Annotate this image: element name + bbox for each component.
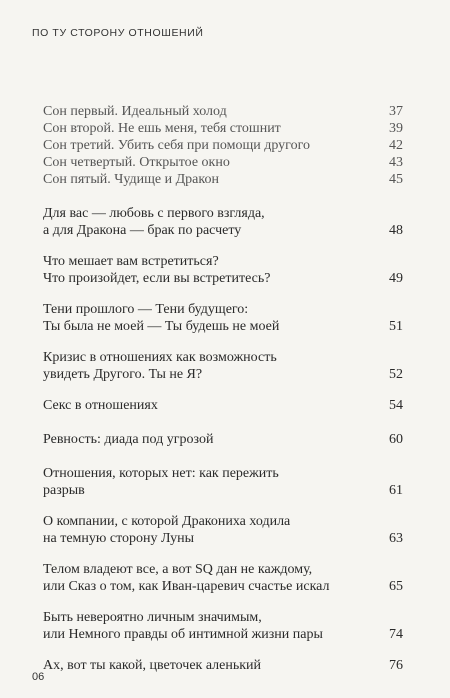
toc-sub-entry-title: Сон третий. Убить себя при помощи другого xyxy=(43,138,310,153)
toc-entry-line: Ты была не моей — Ты будешь не моей xyxy=(43,319,280,334)
toc-entry-line: или Немного правды об интимной жизни пары xyxy=(43,627,323,642)
toc-entry-page: 65 xyxy=(389,579,403,594)
toc-entry-line: Что произойдет, если вы встретитесь? xyxy=(43,271,271,286)
toc-entry-line: или Сказ о том, как Иван-царевич счастье искал xyxy=(43,579,330,594)
toc-entry[interactable] xyxy=(43,513,403,547)
running-head: ПО ТУ СТОРОНУ ОТНОШЕНИЙ xyxy=(32,27,204,39)
toc-entry-line: а для Дракона — брак по расчету xyxy=(43,223,242,238)
toc-entry[interactable] xyxy=(43,205,403,239)
toc-sub-entry-page: 37 xyxy=(389,104,403,119)
table-of-contents xyxy=(43,103,403,691)
page-number: 06 xyxy=(32,671,45,683)
toc-entry-line: Тени прошлого — Тени будущего: xyxy=(43,302,249,317)
toc-entry-line: Ах, вот ты какой, цветочек аленький xyxy=(43,658,262,673)
toc-entry-page: 51 xyxy=(389,319,403,334)
sub-entry-list xyxy=(43,103,403,188)
toc-sub-entry-page: 42 xyxy=(389,138,403,153)
toc-sub-entry-title: Сон пятый. Чудище и Дракон xyxy=(43,172,219,187)
toc-sub-entry-title: Сон четвертый. Открытое окно xyxy=(43,155,230,170)
toc-entry[interactable] xyxy=(43,431,403,448)
toc-entry-line: Секс в отношениях xyxy=(43,398,158,413)
toc-entry-page: 74 xyxy=(389,627,403,642)
toc-sub-entry-title: Сон первый. Идеальный холод xyxy=(43,104,227,119)
toc-entry[interactable] xyxy=(43,253,403,287)
toc-entry-line: Кризис в отношениях как возможность xyxy=(43,350,277,365)
toc-entry-line: Что мешает вам встретиться? xyxy=(43,254,219,269)
toc-entry-line: Для вас — любовь с первого взгляда, xyxy=(43,206,265,221)
toc-entry-page: 48 xyxy=(389,223,403,238)
toc-entry[interactable] xyxy=(43,465,403,499)
toc-sub-entry-page: 43 xyxy=(389,155,403,170)
toc-entry-page: 54 xyxy=(389,398,403,413)
toc-entry-page: 49 xyxy=(389,271,403,286)
toc-entry-line: Ревность: диада под угрозой xyxy=(43,432,214,447)
toc-sub-entry-page: 39 xyxy=(389,121,403,136)
toc-entry-line: на темную сторону Луны xyxy=(43,531,195,546)
toc-entry-line: О компании, с которой Дракониха ходила xyxy=(43,514,291,529)
toc-sub-entry[interactable] xyxy=(43,171,403,188)
toc-sub-entry[interactable] xyxy=(43,137,403,154)
toc-entry-line: Быть невероятно личным значимым, xyxy=(43,610,262,625)
toc-entry-line: разрыв xyxy=(43,483,85,498)
toc-entry-page: 52 xyxy=(389,367,403,382)
toc-sub-entry-page: 45 xyxy=(389,172,403,187)
toc-entry-line: Отношения, которых нет: как пережить xyxy=(43,466,279,481)
toc-entry[interactable] xyxy=(43,397,403,414)
toc-entry-line: увидеть Другого. Ты не Я? xyxy=(43,367,203,382)
toc-sub-entry-title: Сон второй. Не ешь меня, тебя стошнит xyxy=(43,121,281,136)
toc-sub-entry[interactable] xyxy=(43,103,403,120)
toc-entry[interactable] xyxy=(43,301,403,335)
toc-entry-page: 61 xyxy=(389,483,403,498)
toc-entry[interactable] xyxy=(43,657,403,674)
toc-sub-entry[interactable] xyxy=(43,154,403,171)
toc-entry-page: 76 xyxy=(389,658,403,673)
toc-entry[interactable] xyxy=(43,561,403,595)
toc-sub-entry[interactable] xyxy=(43,120,403,137)
toc-entry[interactable] xyxy=(43,349,403,383)
toc-entry-line: Телом владеют все, а вот SQ дан не каждому, xyxy=(43,562,313,577)
toc-entry[interactable] xyxy=(43,609,403,643)
toc-entry-page: 63 xyxy=(389,531,403,546)
toc-entry-page: 60 xyxy=(389,432,403,447)
